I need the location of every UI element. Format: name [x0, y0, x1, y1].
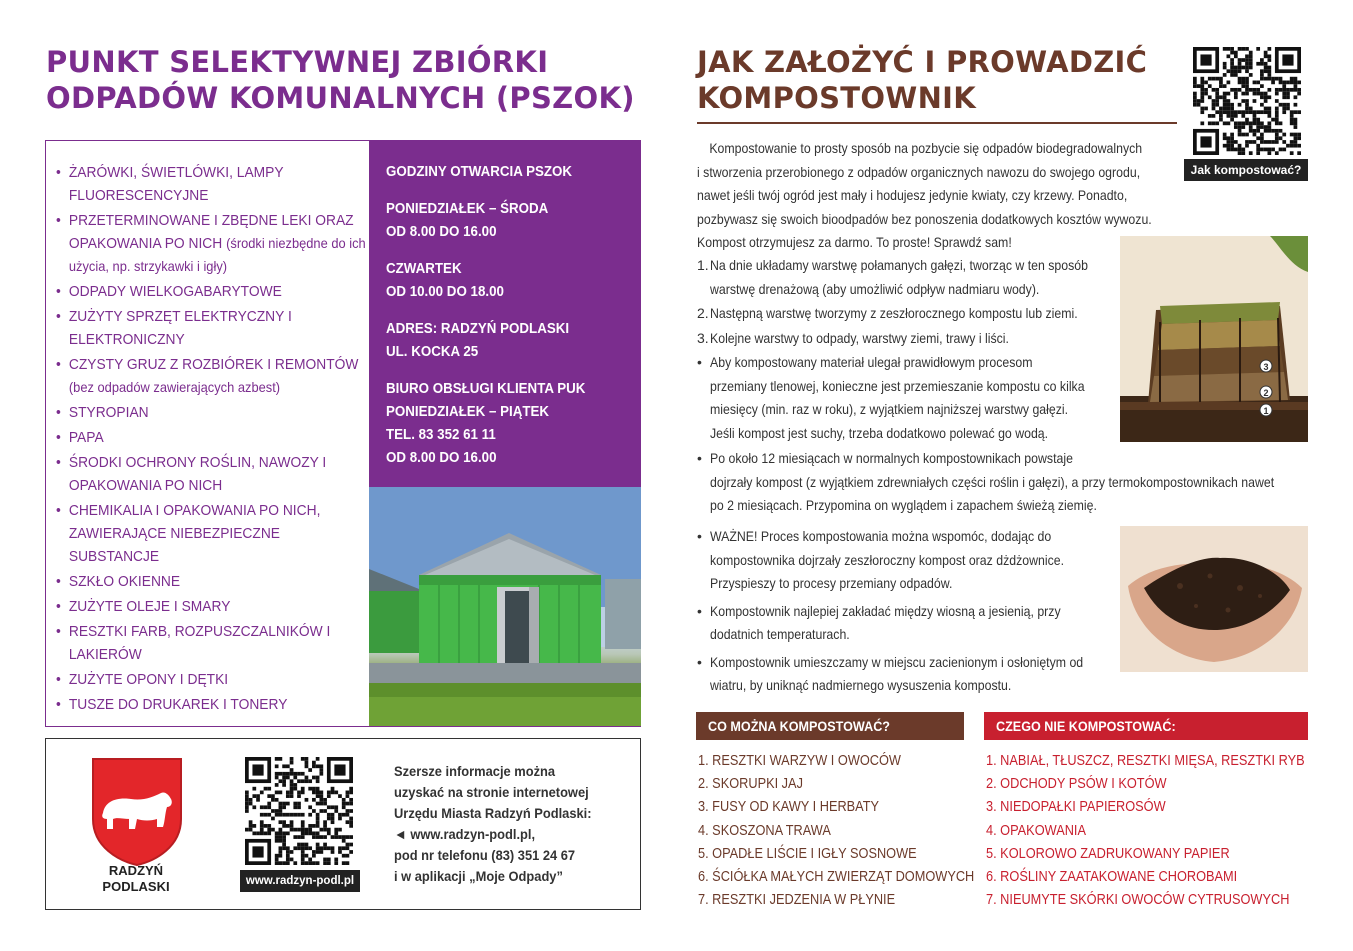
cannot-compost-item: 6. ROŚLINY ZAATAKOWANE CHOROBAMI — [986, 869, 1238, 886]
compost-steps — [697, 254, 1117, 446]
can-compost-item: 6. ŚCIÓŁKA MAŁYCH ZWIERZĄT DOMOWYCH — [698, 869, 975, 886]
hours-mon-wed-days: PONIEDZIAŁEK – ŚRODA — [386, 201, 549, 217]
hours-mon-wed-time: OD 8.00 DO 16.00 — [386, 224, 497, 240]
can-compost-item: 4. SKOSZONA TRAWA — [698, 822, 831, 839]
hands-with-compost-photo — [1120, 526, 1308, 672]
cannot-compost-item: 2. ODCHODY PSÓW I KOTÓW — [986, 776, 1167, 793]
step-line: przemiany tlenowej, konieczne jest przemieszanie kompostu co kilka — [710, 377, 1085, 394]
step-line: po 2 miesiącach. Przypomina on wyglądem i zapachem świeżą ziemię. — [710, 497, 1097, 513]
intro-line: Kompost otrzymujesz za darmo. To proste! Sprawdź sam! — [697, 234, 1012, 250]
waste-item-label: ODPADY WIELKOGABARYTOWE — [68, 283, 282, 300]
can-compost-heading — [696, 712, 964, 740]
step-marker: 1. — [697, 257, 709, 273]
step-line: Kolejne warstwy to odpady, warstwy ziemi, trawy i liści. — [710, 329, 1009, 346]
cannot-compost-item: 5. KOLOROWO ZADRUKOWANY PAPIER — [986, 845, 1230, 862]
crest-caption-line1: RADZYŃ — [108, 863, 164, 878]
waste-item-label: RESZTKI FARB, ROZPUSZCZALNIKÓW I LAKIERÓW — [68, 623, 331, 663]
step-line: Na dnie układamy warstwę połamanych gałęzi, tworząc w ten sposób — [710, 257, 1089, 273]
step-line: Jeśli kompost jest suchy, trzeba dodatkowo polewać go wodą. — [710, 424, 1049, 441]
cannot-compost-list — [986, 750, 1308, 912]
waste-item — [56, 668, 369, 691]
waste-item — [56, 451, 369, 497]
hours-mon-wed — [386, 198, 653, 244]
compost-title-line1: JAK ZAŁOŻYĆ I PROWADZIĆ — [697, 45, 1148, 79]
website-qr-code-icon[interactable] — [245, 757, 353, 865]
waste-item — [56, 693, 369, 716]
title-divider — [697, 122, 1177, 124]
can-compost-item: 1. RESZTKI WARZYW I OWOCÓW — [698, 753, 901, 769]
info-line6: i w aplikacji „Moje Odpady” — [394, 868, 563, 884]
cannot-compost-item: 4. OPAKOWANIA — [986, 822, 1086, 839]
intro-line: pozbywasz się swoich bioodpadów bez ponoszenia dodatkowych kosztów wywozu. — [697, 210, 1152, 227]
waste-item — [56, 620, 369, 666]
can-compost-list — [698, 750, 975, 912]
qr-caption: Jak kompostować? — [1184, 159, 1308, 181]
intro-line: nawet jeśli twój ogród jest mały i hodujesz jedynie kwiaty, czy krzewy. Ponadto, — [697, 187, 1128, 203]
waste-item-label: PAPA — [68, 429, 104, 446]
info-line5: pod nr telefonu (83) 351 24 67 — [394, 847, 576, 863]
layer-label-3: 3 — [1263, 362, 1269, 372]
contact-info-text — [394, 761, 634, 887]
opening-hours-panel — [369, 141, 641, 487]
compost-step — [697, 447, 1307, 518]
compost-step — [697, 327, 1117, 351]
layer-markers — [1260, 360, 1272, 416]
compost-layers-illustration — [1120, 236, 1308, 442]
pszok-title-line2: ODPADÓW KOMUNALNYCH (PSZOK) — [46, 81, 635, 115]
can-compost-item: 2. SKORUPKI JAJ — [698, 776, 803, 793]
cannot-compost-heading — [984, 712, 1308, 740]
waste-item-label: TUSZE DO DRUKAREK I TONERY — [68, 696, 288, 713]
waste-item-label: ŻARÓWKI, ŚWIETLÓWKI, LAMPY FLUORESCENCYJNE — [68, 164, 284, 204]
compost-step — [697, 600, 1117, 647]
hours-heading: GODZINY OTWARCIA PSZOK — [386, 164, 573, 180]
address-line2: UL. KOCKA 25 — [386, 344, 479, 360]
step-line: Kompostownik najlepiej zakładać między wiosną a jesienią, przy — [710, 602, 1061, 619]
can-compost-heading-text: CO MOŻNA KOMPOSTOWAĆ? — [708, 718, 890, 734]
step-line: Następną warstwę tworzymy z zeszłorocznego kompostu lub ziemi. — [710, 305, 1078, 321]
step-marker: 2. — [697, 305, 709, 321]
waste-item — [56, 209, 369, 278]
step-line: WAŻNE! Proces kompostowania można wspomóc, dodając do — [710, 528, 1052, 544]
step-line: dojrzały kompost (z wyjątkiem zdrewniałych części roślin i gałęzi), a przy termokompostownikach nawet — [710, 473, 1275, 490]
waste-item-label: SZKŁO OKIENNE — [68, 573, 181, 590]
hours-thu-time: OD 10.00 DO 18.00 — [386, 284, 504, 300]
compost-step — [697, 302, 1117, 326]
qr-url-label: www.radzyn-podl.pl — [240, 870, 360, 892]
can-compost-item: 3. FUSY OD KAWY I HERBATY — [698, 799, 880, 816]
step-marker: • — [697, 653, 702, 670]
step-line: warstwę drenażową (aby umożliwić odpływ nadmiaru wody). — [710, 280, 1040, 297]
pszok-address — [386, 318, 653, 364]
accepted-waste-list — [56, 161, 368, 718]
waste-item — [56, 499, 369, 568]
layer-label-1: 1 — [1263, 406, 1269, 416]
step-line: kompostownika dojrzały zeszłoroczny kompost oraz dżdżownice. — [710, 551, 1065, 568]
intro-line: Kompostowanie to prosty sposób na pozbycie się odpadów biodegradowalnych — [709, 140, 1143, 156]
compost-title-line2: KOMPOSTOWNIK — [697, 81, 977, 115]
pszok-title — [46, 44, 656, 116]
step-marker: • — [697, 354, 702, 370]
pszok-building-photo — [369, 487, 641, 726]
step-marker: • — [697, 528, 702, 544]
waste-item-label: PRZETERMINOWANE I ZBĘDNE LEKI ORAZ OPAKOWANIA PO NICH — [68, 212, 354, 252]
compost-title — [697, 44, 1177, 116]
step-line: Kompostownik umieszczamy w miejscu zacienionym i osłoniętym od — [710, 653, 1084, 670]
cannot-compost-item: 7. NIEUMYTE SKÓRKI OWOCÓW CYTRUSOWYCH — [986, 892, 1290, 909]
step-marker: 3. — [697, 329, 709, 346]
intro-line: i stworzenia przerobionego z odpadów organicznych nawozu do swojego ogrodu, — [697, 163, 1141, 180]
cannot-compost-item: 3. NIEDOPAŁKI PAPIEROSÓW — [986, 799, 1166, 816]
layer-label-2: 2 — [1263, 388, 1269, 398]
step-line: Po około 12 miesiącach w normalnych kompostownikach powstaje — [710, 450, 1073, 466]
compost-tips — [697, 525, 1117, 702]
can-compost-item: 7. RESZTKI JEDZENIA W PŁYNIE — [698, 892, 896, 909]
waste-item — [56, 305, 369, 351]
green-silo-illustration — [369, 487, 641, 726]
waste-item-label: CHEMIKALIA I OPAKOWANIA PO NICH, ZAWIERAJĄCE NIEBEZPIECZNE SUBSTANCJE — [68, 502, 321, 565]
waste-item-note: (bez odpadów zawierających azbest) — [68, 379, 281, 395]
cannot-compost-heading-text: CZEGO NIE KOMPOSTOWAĆ: — [996, 718, 1176, 734]
compost-intro — [697, 137, 1177, 255]
can-compost-item: 5. OPADŁE LIŚCIE I IGŁY SOSNOWE — [698, 845, 917, 862]
waste-item — [56, 570, 369, 593]
crest-caption-line2: PODLASKI — [102, 879, 170, 894]
hours-thu — [386, 258, 653, 304]
cannot-compost-item: 1. NABIAŁ, TŁUSZCZ, RESZTKI MIĘSA, RESZTKI RYB — [986, 753, 1305, 769]
waste-item-label: ZUŻYTY SPRZĘT ELEKTRYCZNY I ELEKTRONICZNY — [68, 308, 292, 348]
waste-item — [56, 426, 369, 449]
hours-thu-day: CZWARTEK — [386, 261, 462, 277]
step-line: dodatnich temperaturach. — [710, 626, 850, 642]
waste-item — [56, 280, 369, 303]
customer-office — [386, 378, 653, 470]
waste-item-note: (środki niezbędne do ich użycia, np. strzykawki i igły) — [68, 235, 366, 274]
step-marker: • — [697, 450, 702, 466]
office-line1: BIURO OBSŁUGI KLIENTA PUK — [386, 381, 586, 397]
pszok-title-line1: PUNKT SELEKTYWNEJ ZBIÓRKI — [46, 45, 549, 79]
step-line: miesięcy (min. raz w roku), z wyjątkiem najniższej warstwy gałęzi. — [710, 401, 1069, 417]
waste-item-label: ZUŻYTE OPONY I DĘTKI — [68, 671, 229, 688]
waste-item-label: STYROPIAN — [68, 404, 149, 421]
compost-step — [697, 651, 1117, 698]
address-line1: ADRES: RADZYŃ PODLASKI — [386, 321, 570, 337]
pszok-panel — [45, 140, 641, 727]
compost-maturity-note — [697, 447, 1307, 518]
office-time: OD 8.00 DO 16.00 — [386, 450, 497, 466]
compost-qr-code-icon[interactable] — [1192, 47, 1302, 155]
step-line: Aby kompostowany materiał ulegał prawidłowym procesom — [710, 354, 1033, 370]
contact-info-box — [45, 738, 641, 910]
waste-item-label: ŚRODKI OCHRONY ROŚLIN, NAWOZY I OPAKOWANIA PO NICH — [68, 454, 327, 494]
info-line1: Szersze informacje można — [394, 763, 556, 779]
waste-item-label: ZUŻYTE OLEJE I SMARY — [68, 598, 231, 615]
radzyn-crest-icon — [91, 757, 183, 867]
step-marker: • — [697, 602, 702, 619]
office-phone: TEL. 83 352 61 11 — [386, 427, 496, 443]
waste-item-label: CZYSTY GRUZ Z ROZBIÓREK I REMONTÓW — [68, 356, 359, 373]
info-line3: Urzędu Miasta Radzyń Podlaski: — [394, 805, 592, 821]
waste-item — [56, 401, 369, 424]
office-line2: PONIEDZIAŁEK – PIĄTEK — [386, 404, 550, 420]
info-line2: uzyskać na stronie internetowej — [394, 784, 589, 800]
step-line: wiatru, by uniknąć nadmiernego wysuszenia kompostu. — [710, 677, 1012, 693]
compost-step — [697, 525, 1117, 596]
compost-step — [697, 351, 1117, 445]
compost-step — [697, 254, 1117, 301]
waste-item — [56, 353, 369, 399]
waste-item — [56, 161, 369, 207]
step-line: Przyspieszy to procesy przemiany odpadów. — [710, 575, 953, 591]
info-line4: ◄ www.radzyn-podl.pl, — [394, 826, 536, 842]
crest-caption — [86, 863, 186, 895]
waste-item — [56, 595, 369, 618]
